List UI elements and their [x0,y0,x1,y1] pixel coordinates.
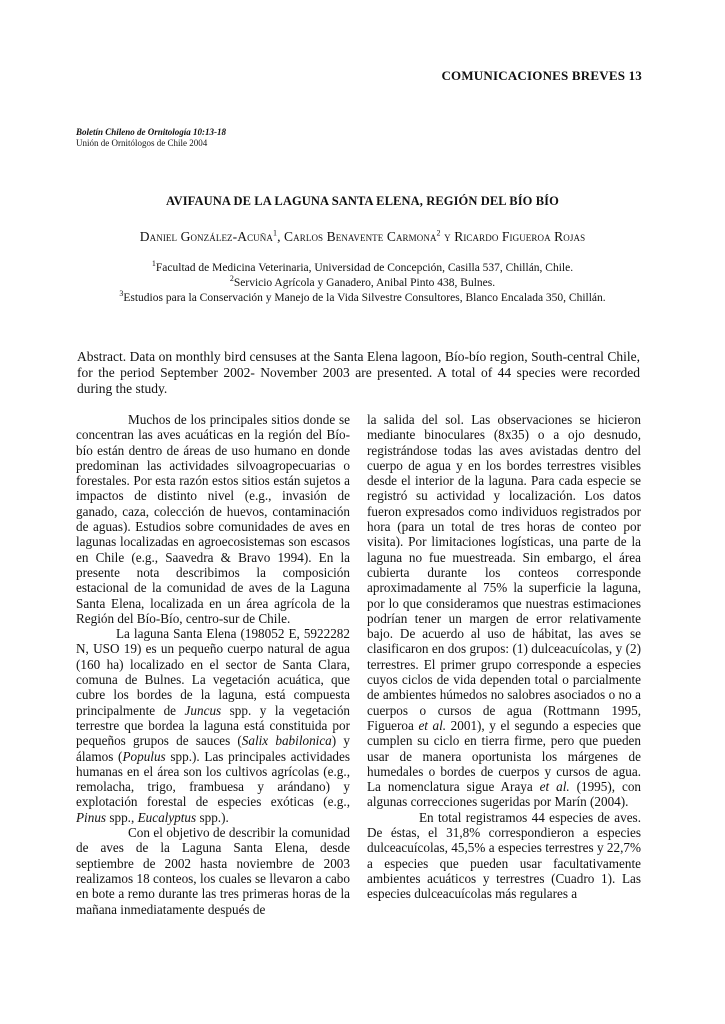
author-name: Ricardo Figueroa Rojas [454,229,586,244]
citation-etal: et al. [418,717,447,733]
article-title: AVIFAUNA DE LA LAGUNA SANTA ELENA, REGIÓN DEL BÍO BÍO [166,194,559,208]
text-run: La laguna Santa Elena (198052 E, 5922282 N, USO 19) es un pequeño cuerpo natural de agua (160 ha) localizado en el sector de Santa Clara, comuna de Bulnes. La vegetación acuática, que cubre los bordes de la laguna, está compuesta principalmente de [76,626,350,718]
text-run: spp. y la vegetación terrestre que bordea la laguna está constituida por pequeños grupos de sauces ( [76,702,351,749]
author-list [60,229,665,245]
taxon-name: Juncus [184,702,222,718]
abstract: Abstract. Data on monthly bird censuses at the Santa Elena lagoon, Bío-bío region, South-central Chile, for the period September 2002- November 2003 are presented. A total of 44 species were recorded during the study. [77,349,640,396]
affiliation-2 [60,274,665,289]
taxon-name: Eucalyptus [137,809,197,825]
citation-etal: et al. [539,779,570,795]
paragraph [367,412,641,810]
text-run: la salida del sol. Las observaciones se hicieron mediante binoculares (8x35) o a ojo desnudo, registrándose todas las aves avistadas dentro del cuerpo de agua y en los bordes terrestres visibles desde el interior de la laguna. Para cada especie se registró su actividad y localización. Los datos fueron expresados como individuos registrados por hora (para un total de tres horas de conteo por visita). Por limitaciones logísticas, una parte de la laguna no fue muestreada. Sin embargo, el área cubierta durante los conteos corresponde aproximadamente al 75% la superficie la laguna, por lo que consideramos que nuestras estimaciones podrían tener un margen de error relativamente bajo. De acuerdo al uso de hábitat, las aves se clasificaron en dos grupos: (1) dulceacuícolas, y (2) terrestres. El primer grupo corresponde a especies cuyos ciclos de vida dependen total o parcialmente de ambientes húmedos no salobres asociados o no a cuerpos o cursos de agua (Rottmann 1995, Figueroa [367,412,641,733]
journal-publisher: Unión de Ornitólogos de Chile 2004 [76,138,208,148]
text-run: (1995), con algunas correcciones sugeridas por Marín (2004). [367,779,642,810]
text-run: 2001), y el segundo a especies que cumplen su ciclo en tierra firme, pero que pueden usar de manera oportunista los márgenes de humedales o bordes de cuerpos y cursos de agua. La nomenclatura sigue Araya [367,717,641,795]
taxon-name: Populus [122,748,166,764]
author-name: Daniel González-Acuña [139,229,273,244]
author-affiliation-marker: 1 [272,228,278,238]
text-run: spp., [106,809,138,825]
body-column-left [76,412,350,917]
taxon-name: Pinus [76,809,107,825]
affiliation-marker: 3 [119,289,124,299]
affiliation-text: Servicio Agrícola y Ganadero, Anibal Pinto 438, Bulnes. [233,277,496,289]
affiliation-marker: 2 [229,274,234,284]
affiliation-text: Estudios para la Conservación y Manejo de la Vida Silvestre Consultores, Blanco Encalada 350, Chillán. [123,292,606,304]
paragraph: Muchos de los principales sitios donde se concentran las aves acuáticas en la región del Bío-bío están dentro de áreas de uso humano en donde predominan las actividades silvoagropecuarias o forestales. Por esta razón estos sitios están sujetos a impactos de distinto nivel (e.g., invasión de ganado, caza, colección de huevos, contaminación de aguas). Estudios sobre comunidades de aves en lagunas localizadas en agroecosistemas son escasos en Chile (e.g., Saavedra & Bravo 1994). En la presente nota describimos la composición estacional de la comunidad de aves de la Laguna Santa Elena, localizada en un área agrícola de la Región del Bío-Bío, centro-sur de Chile. [76,412,350,626]
text-run: spp.). Las principales actividades humanas en el área son los cultivos agrícolas (e.g., remolacha, trigo, frambuesa y arándano) y explotación forestal de especies exóticas (e.g., [76,748,350,810]
text-run: spp.). [196,809,229,825]
running-head: COMUNICACIONES BREVES 13 [441,68,642,83]
text-run: ) y álamos ( [76,733,350,764]
journal-citation: Boletín Chileno de Ornitología 10:13-18 [76,127,227,137]
author-name: Carlos Benavente Carmona [284,229,437,244]
affiliation-marker: 1 [151,259,156,269]
author-separator: y [440,229,455,244]
journal-citation-block [76,127,226,149]
paragraph: Con el objetivo de describir la comunidad de aves de la Laguna Santa Elena, desde septiembre de 2002 hasta noviembre de 2003 realizamos 18 conteos, los cuales se llevaron a cabo en bote a remo durante las tres primeras horas de la mañana inmediatamente después de [76,825,350,917]
affiliation-1 [60,259,665,274]
affiliation-text: Facultad de Medicina Veterinaria, Universidad de Concepción, Casilla 537, Chillán, Chile. [155,262,574,274]
paragraph [76,626,350,825]
author-separator: , [277,229,285,244]
author-affiliation-marker: 2 [436,228,441,238]
body-column-right [367,412,641,902]
taxon-name: Salix babilonica [241,733,332,749]
affiliation-3 [60,289,665,304]
paragraph: En total registramos 44 especies de aves. De éstas, el 31,8% correspondieron a especies dulceacuícolas, 45,5% a especies terrestres y 22,7% a especies que pueden usar facultativamente ambientes acuáticos y terrestres (Cuadro 1). Las especies dulceacuícolas más regulares a [367,809,641,902]
